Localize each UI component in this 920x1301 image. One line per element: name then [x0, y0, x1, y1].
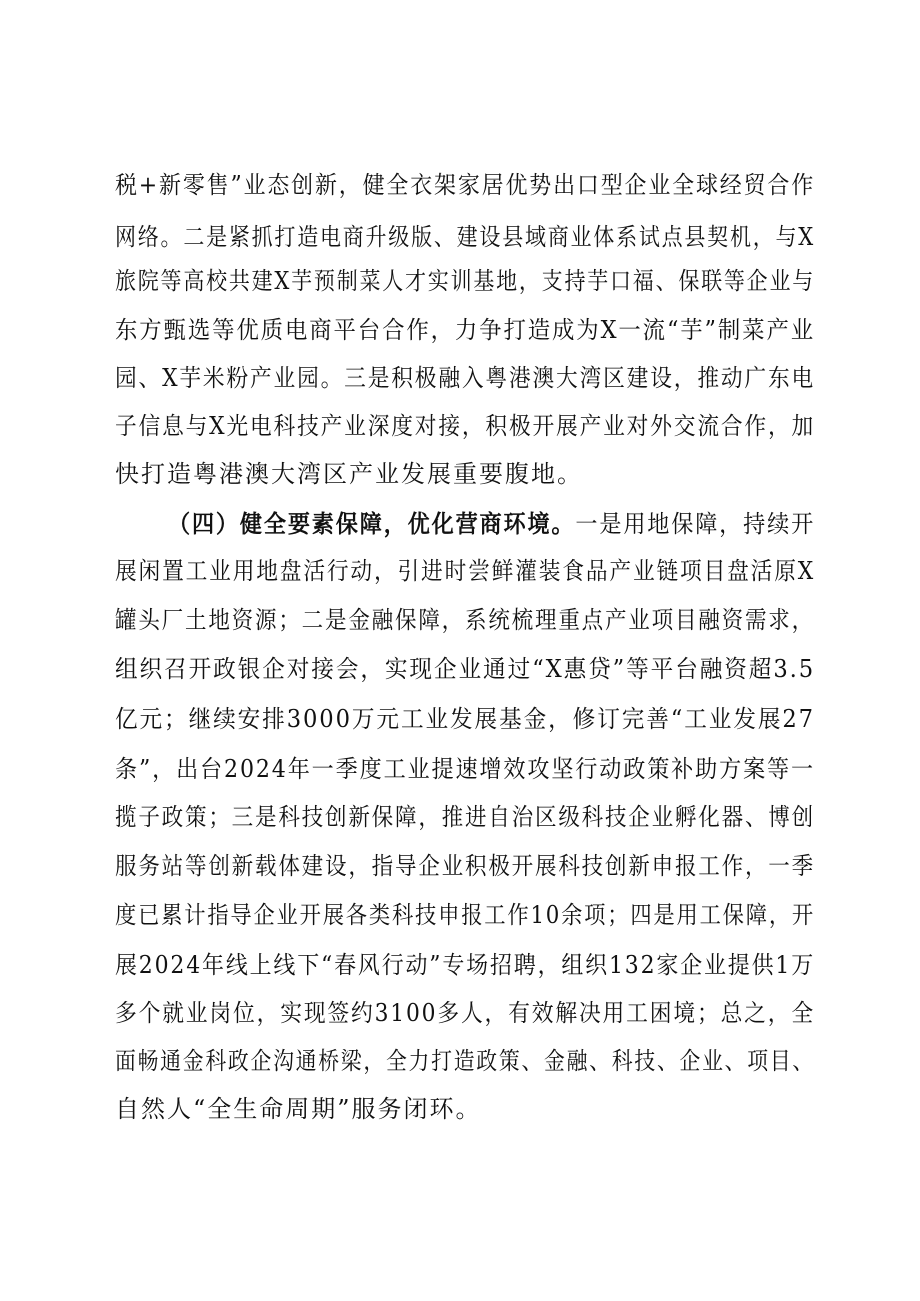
- text-line: 税+新零售”业态创新，健全衣架家居优势出口型企业全球经贸合作: [115, 171, 816, 199]
- text-line: 面畅通金科政企沟通桥梁，全力打造政策、金融、科技、企业、项目、: [115, 1047, 816, 1075]
- text-line: 展2024年线上线下“春风行动”专场招聘，组织132家企业提供1万: [115, 951, 816, 979]
- text-line: 服务站等创新载体建设，指导企业积极开展科技创新申报工作，一季: [115, 852, 815, 880]
- text-line: 亿元；继续安排3000万元工业发展基金，修订完善“工业发展27: [115, 705, 815, 733]
- paragraph-2-first-line: [168, 509, 816, 539]
- text-line: 罐头厂土地资源；二是金融保障，系统梳理重点产业项目融资需求，: [115, 606, 815, 634]
- text-line: 东方甄选等优质电商平台合作，力争打造成为X一流“芋”制菜产业: [115, 316, 815, 344]
- text-line: 子信息与X光电科技产业深度对接，积极开展产业对外交流合作，加: [115, 412, 816, 440]
- text-line: 网络。二是紧抓打造电商升级版、建设县域商业体系试点县契机，与X: [115, 223, 816, 251]
- text-line: 度已累计指导企业开展各类科技申报工作10余项；四是用工保障，开: [115, 901, 815, 929]
- text-line: 旅院等高校共建X芋预制菜人才实训基地，支持芋口福、保联等企业与: [115, 267, 816, 295]
- text-line: 展闲置工业用地盘活行动，引进时尝鲜灌装食品产业链项目盘活原X: [115, 557, 816, 585]
- text-line: 多个就业岗位，实现签约3100多人，有效解决用工困境；总之，全: [115, 999, 815, 1027]
- text-line: 自然人“全生命周期”服务闭环。: [115, 1095, 482, 1123]
- text-line: 组织召开政银企对接会，实现企业通过“X惠贷”等平台融资超3.5: [115, 655, 816, 683]
- text-line: 快打造粤港澳大湾区产业发展重要腹地。: [115, 460, 583, 488]
- text-line: 园、X芋米粉产业园。三是积极融入粤港澳大湾区建设，推动广东电: [115, 364, 816, 392]
- text-run: 一是用地保障，持续开: [575, 510, 816, 538]
- text-line: 条”，出台2024年一季度工业提速增效攻坚行动政策补助方案等一: [115, 755, 815, 783]
- text-line: 揽子政策；三是科技创新保障，推进自治区级科技企业孵化器、博创: [115, 803, 815, 831]
- section-heading: （四）健全要素保障，优化营商环境。: [168, 510, 576, 538]
